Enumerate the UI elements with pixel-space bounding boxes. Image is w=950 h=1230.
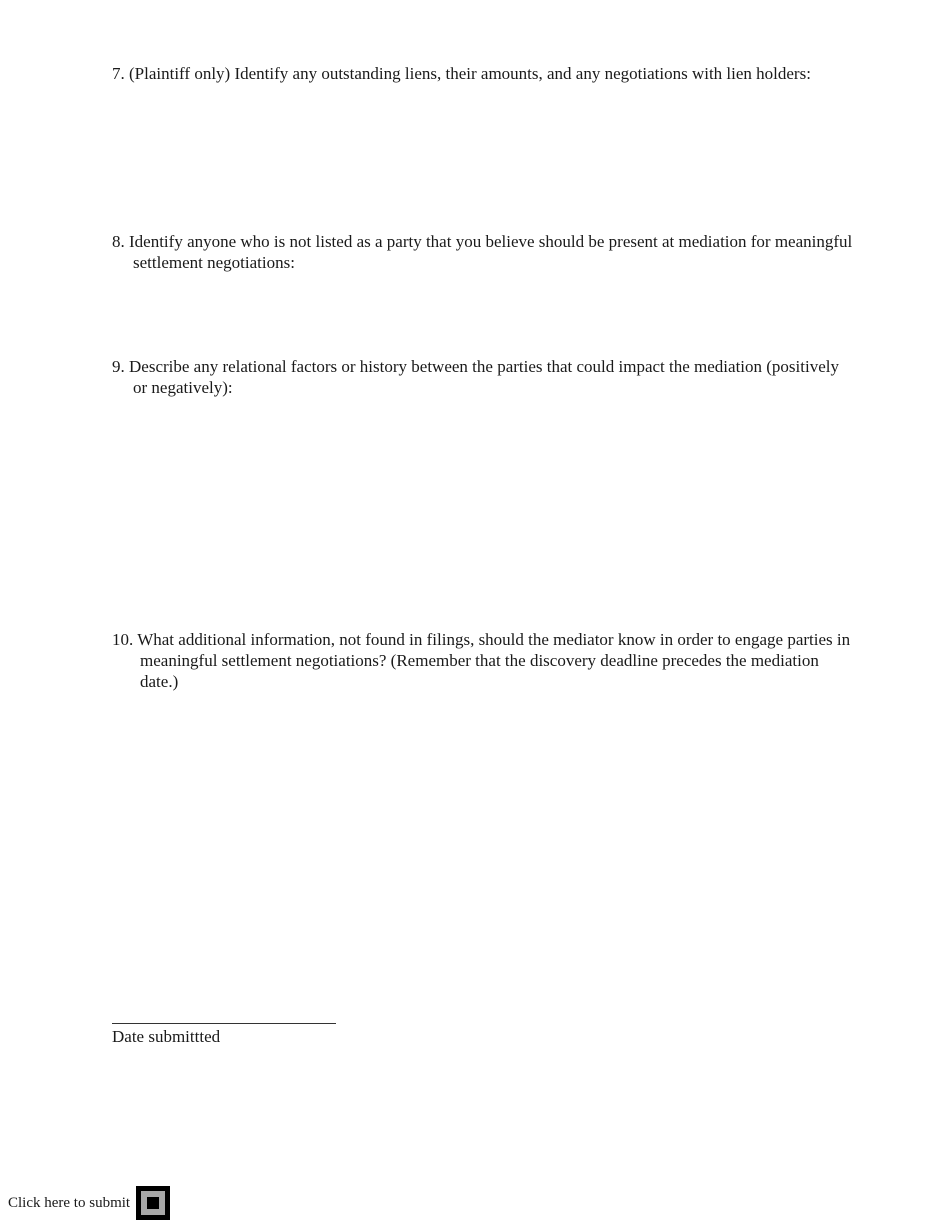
answer-field-8[interactable] [112, 278, 832, 350]
question-text: What additional information, not found in filings, should the mediator know in order to engage parties in meaningful settlement negotiations? (Remember that the discovery deadline precedes the mediation date.) [137, 630, 851, 691]
answer-field-10[interactable] [112, 697, 832, 997]
submit-label: Click here to submit [8, 1195, 131, 1211]
answer-field-7[interactable] [112, 110, 832, 225]
submit-button[interactable] [136, 1186, 170, 1220]
question-text: (Plaintiff only) Identify any outstanding liens, their amounts, and any negotiations with lien holders: [129, 64, 811, 83]
date-submitted-label: Date submittted [112, 1027, 221, 1046]
question-text: Describe any relational factors or history between the parties that could impact the mediation (positively or negatively): [129, 357, 839, 397]
submit-icon [141, 1191, 165, 1215]
date-signature-line[interactable] [112, 1023, 336, 1024]
question-8 [112, 231, 853, 273]
question-number: 10. [112, 630, 138, 649]
question-number: 8. [112, 232, 129, 251]
submit-row [8, 1186, 170, 1220]
question-9 [112, 356, 853, 398]
question-7 [112, 63, 853, 84]
question-number: 9. [112, 357, 129, 376]
answer-field-9[interactable] [112, 403, 832, 623]
question-number: 7. [112, 64, 129, 83]
question-10 [112, 629, 860, 692]
question-text: Identify anyone who is not listed as a party that you believe should be present at mediation for meaningful settlement negotiations: [129, 232, 853, 272]
